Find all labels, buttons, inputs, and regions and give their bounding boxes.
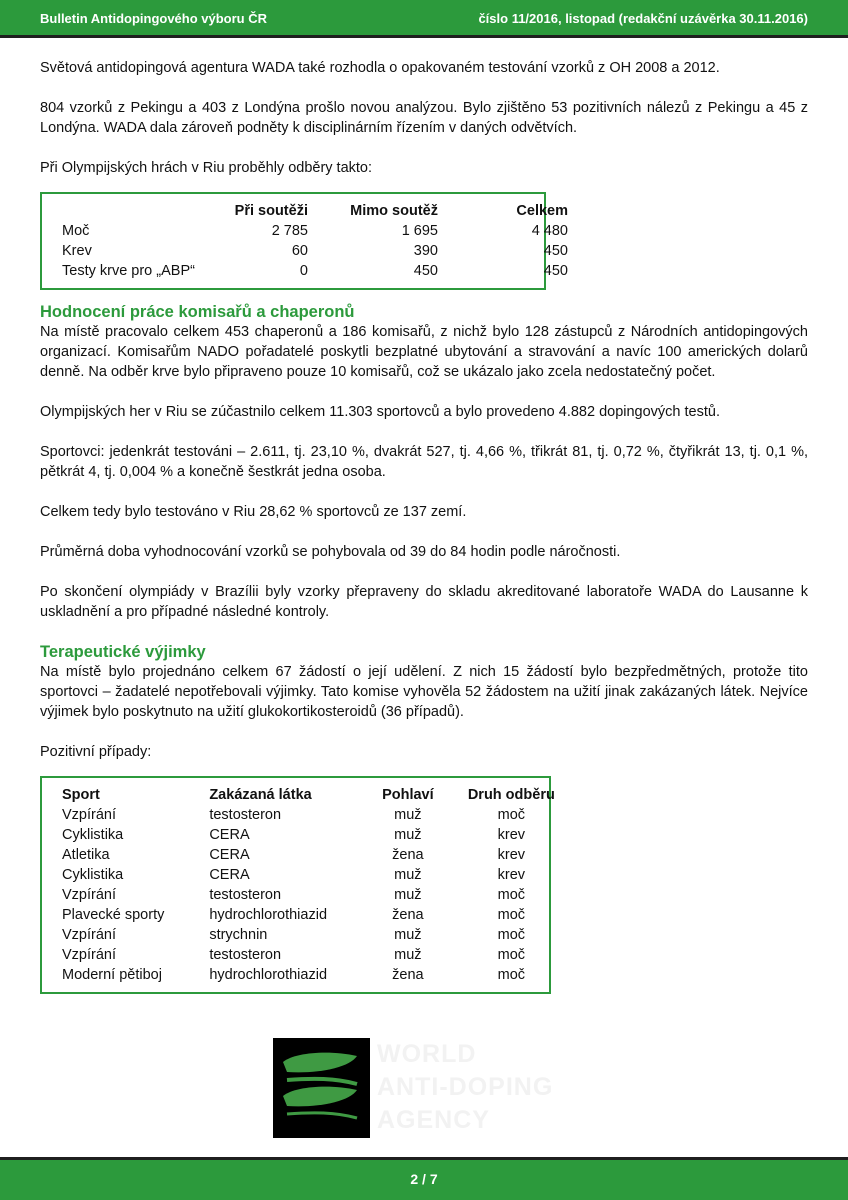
table-cell: muž	[394, 827, 422, 843]
chaperones-paragraph-5: Průměrná doba vyhodnocování vzorků se pohybovala od 39 do 84 hodin podle náročnosti.	[40, 544, 621, 560]
table-cell: Moč	[62, 223, 90, 239]
wada-wordmark	[377, 1038, 577, 1138]
positives-table-box	[40, 776, 555, 994]
table-cell: moč	[497, 927, 526, 943]
table-cell: moč	[497, 947, 526, 963]
samples-table-box	[40, 192, 568, 290]
table-cell: muž	[394, 867, 422, 883]
table-cell: Vzpírání	[62, 887, 116, 903]
positives-header-cell: Druh odběru	[467, 787, 555, 803]
wada-mark-icon	[273, 1038, 370, 1138]
table-row	[62, 221, 568, 241]
bulletin-title: Bulletin Antidopingového výboru ČR	[40, 11, 268, 26]
table-cell: krev	[497, 827, 526, 843]
table-cell: Vzpírání	[62, 947, 116, 963]
table-cell: Testy krve pro „ABP“	[62, 263, 195, 279]
table-cell: strychnin	[209, 927, 268, 943]
table-cell: Vzpírání	[62, 807, 116, 823]
table-cell: hydrochlorothiazid	[209, 907, 328, 923]
table-cell: 60	[291, 243, 308, 259]
table-cell: testosteron	[209, 947, 282, 963]
table-row	[62, 825, 573, 845]
table-row	[62, 261, 568, 281]
table-row	[62, 905, 573, 925]
wordmark-line: ANTI-DOPING	[377, 1073, 554, 1101]
table-cell: moč	[497, 887, 526, 903]
table-cell: 1 695	[401, 223, 438, 239]
table-cell: Atletika	[62, 847, 110, 863]
positives-table	[62, 785, 573, 985]
table-cell: 450	[543, 263, 568, 279]
intro-paragraph-3: Při Olympijských hrách v Riu proběhly odběry takto:	[40, 160, 373, 176]
chaperones-paragraph-4: Celkem tedy bylo testováno v Riu 28,62 % sportovců ze 137 zemí.	[40, 504, 467, 520]
footer-bar	[0, 1157, 848, 1200]
wada-logo	[273, 1038, 578, 1138]
page-number: 2 / 7	[410, 1171, 438, 1187]
positives-header-cell: Pohlaví	[382, 787, 434, 803]
table-cell: Krev	[62, 243, 92, 259]
table-row	[62, 925, 573, 945]
table-row	[62, 865, 573, 885]
table-cell: Plavecké sporty	[62, 907, 165, 923]
table-row	[62, 885, 573, 905]
table-cell: žena	[392, 907, 424, 923]
wordmark-line: AGENCY	[377, 1106, 490, 1134]
samples-table-header	[62, 201, 568, 221]
table-cell: CERA	[209, 847, 250, 863]
table-cell: testosteron	[209, 887, 282, 903]
table-cell: muž	[394, 947, 422, 963]
table-cell: CERA	[209, 867, 250, 883]
table-cell: moč	[497, 967, 526, 983]
table-cell: žena	[392, 967, 424, 983]
issue-info: číslo 11/2016, listopad (redakční uzávěrka 30.11.2016)	[478, 11, 808, 26]
table-cell: muž	[394, 887, 422, 903]
table-cell: 450	[543, 243, 568, 259]
wordmark-line: WORLD	[377, 1040, 477, 1068]
positives-header-cell: Zakázaná látka	[209, 787, 312, 803]
tue-paragraph-2: Pozitivní případy:	[40, 744, 152, 760]
samples-header-cell: Celkem	[516, 203, 568, 219]
table-cell: 450	[413, 263, 438, 279]
article-body	[40, 58, 808, 1006]
samples-header-cell: Při soutěži	[234, 203, 308, 219]
samples-header-cell: Mimo soutěž	[350, 203, 438, 219]
chaperones-paragraph-2: Olympijských her v Riu se zúčastnilo celkem 11.303 sportovců a bylo provedeno 4.882 dopingových testů.	[40, 404, 720, 420]
table-row	[62, 945, 573, 965]
table-cell: žena	[392, 847, 424, 863]
header-bar	[0, 0, 848, 38]
positives-header-cell: Sport	[62, 787, 100, 803]
table-row	[62, 241, 568, 261]
chaperones-paragraph-6: Po skončení olympiády v Brazílii byly vzorky přepraveny do skladu akreditované laboratoře WADA do Lausanne k uskladnění a pro případné následné kontroly.	[40, 584, 808, 620]
table-cell: krev	[497, 867, 526, 883]
section-heading-tue: Terapeutické výjimky	[40, 643, 206, 661]
table-cell: Moderní pětiboj	[62, 967, 162, 983]
chaperones-paragraph-3: Sportovci: jedenkrát testováni – 2.611, tj. 23,10 %, dvakrát 527, tj. 4,66 %, třikrát 81, tj. 0,72 %, čtyřikrát 13, tj. 0,1 %, pětkrát 4, tj. 0,004 % a konečně šestkrát jedna osoba.	[40, 444, 808, 480]
table-cell: 2 785	[271, 223, 308, 239]
table-cell: moč	[497, 807, 526, 823]
table-cell: 0	[299, 263, 308, 279]
table-cell: 4 480	[531, 223, 568, 239]
table-cell: moč	[497, 907, 526, 923]
chaperones-paragraph-1: Na místě pracovalo celkem 453 chaperonů a 186 komisařů, z nichž bylo 128 zástupců z Národních antidopingových organizací. Komisařům NADO pořadatelé poskytli bezplatné ubytování a stravování a navíc 100 amerických dolarů denně. Na odběr krve bylo připraveno pouze 10 komisařů, což se ukázalo jako zcela nedostatečný počet.	[40, 324, 808, 380]
table-cell: CERA	[209, 827, 250, 843]
table-row	[62, 965, 573, 985]
section-heading-chaperones: Hodnocení práce komisařů a chaperonů	[40, 303, 355, 321]
intro-paragraph-1: Světová antidopingová agentura WADA také rozhodla o opakovaném testování vzorků z OH 2008 a 2012.	[40, 60, 720, 76]
samples-header-cell	[62, 201, 205, 221]
table-cell: 390	[413, 243, 438, 259]
table-cell: muž	[394, 807, 422, 823]
positives-table-header	[62, 785, 573, 805]
table-cell: Vzpírání	[62, 927, 116, 943]
table-cell: Cyklistika	[62, 827, 124, 843]
tue-paragraph-1: Na místě bylo projednáno celkem 67 žádostí o její udělení. Z nich 15 žádostí bylo bezpředmětných, protože tito sportovci – žadatelé nepotřebovali výjimky. Tato komise vyhověla 52 žádostem na užití jinak zakázaných látek. Nejvíce výjimek bylo poskytnuto na užití glukokortikosteroidů (36 případů).	[40, 664, 808, 720]
table-cell: hydrochlorothiazid	[209, 967, 328, 983]
table-cell: krev	[497, 847, 526, 863]
table-cell: testosteron	[209, 807, 282, 823]
intro-paragraph-2: 804 vzorků z Pekingu a 403 z Londýna prošlo novou analýzou. Bylo zjištěno 53 pozitivních nálezů z Pekingu a 45 z Londýna. WADA dala zároveň podněty k disciplinárním řízením v daných odvětvích.	[40, 100, 808, 136]
table-cell: Cyklistika	[62, 867, 124, 883]
table-cell: muž	[394, 927, 422, 943]
samples-table	[62, 201, 568, 281]
table-row	[62, 805, 573, 825]
table-row	[62, 845, 573, 865]
